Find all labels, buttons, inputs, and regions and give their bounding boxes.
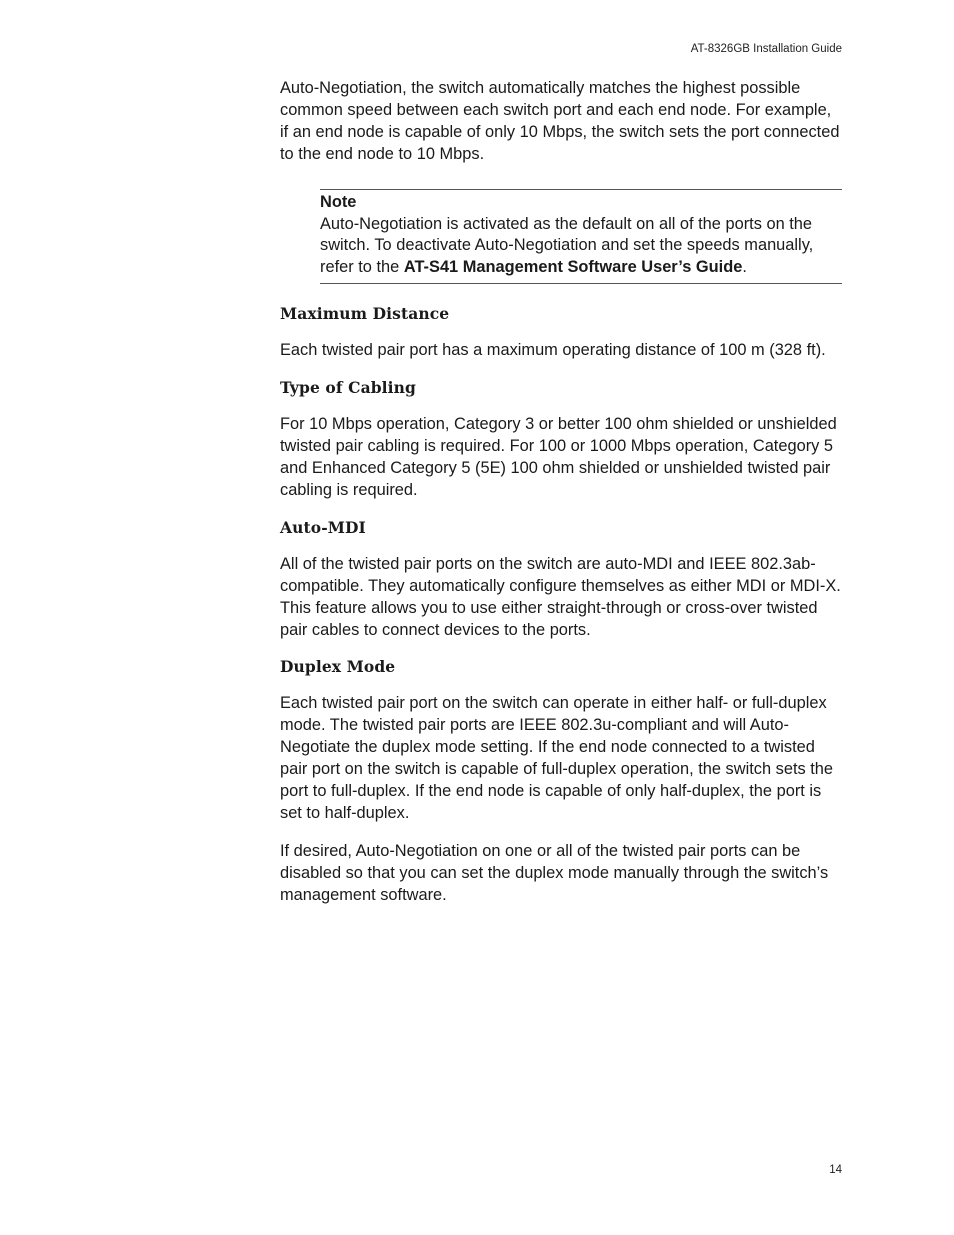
heading-maximum-distance: Maximum Distance — [280, 304, 450, 324]
cabling-paragraph: For 10 Mbps operation, Category 3 or better 100 ohm shielded or unshielded twisted pair cabling is required. For 100 or 1000 Mbps operation, Category 5 and Enhanced Category 5 (5E) 100 ohm shielded or unshielded twisted pair cabling is required. — [280, 415, 837, 499]
note-text: Auto-Negotiation is activated as the default on all of the ports on the switch. To deactivate Auto-Negotiation and set the speeds manually, refer to the — [320, 214, 814, 277]
note-title: Note — [320, 192, 357, 211]
auto-mdi-paragraph: All of the twisted pair ports on the switch are auto-MDI and IEEE 802.3ab-compatible. They automatically configure themselves as either MDI or MDI-X. This feature allows you to use either straight-through or cross-over twisted pair cables to connect devices to the ports. — [280, 554, 841, 639]
document-body — [280, 78, 842, 907]
note-reference-title: AT-S41 Management Software User’s Guide — [403, 258, 743, 277]
duplex-paragraph-2: If desired, Auto-Negotiation on one or all of the twisted pair ports can be disabled so that you can set the duplex mode manually through the switch’s management software. — [280, 841, 829, 904]
heading-type-of-cabling: Type of Cabling — [280, 378, 416, 398]
note-text-end: . — [742, 258, 747, 277]
running-header: AT-8326GB Installation Guide — [690, 43, 842, 55]
note-body — [320, 214, 842, 280]
heading-duplex-mode: Duplex Mode — [280, 657, 396, 677]
page-number: 14 — [829, 1164, 842, 1176]
duplex-paragraph-1: Each twisted pair port on the switch can operate in either half- or full-duplex mode. The twisted pair ports are IEEE 802.3u-compliant and will Auto-Negotiate the duplex mode setting. If the end node connected to a twisted pair port on the switch is capable of full-duplex operation, the switch sets the port to full-duplex. If the end node is capable of only half-duplex, the port is set to half-duplex. — [280, 694, 834, 822]
heading-auto-mdi: Auto-MDI — [280, 517, 366, 537]
intro-paragraph: Auto-Negotiation, the switch automatically matches the highest possible common speed between each switch port and each end node. For example, if an end node is capable of only 10 Mbps, the switch sets the port connected to the end node to 10 Mbps. — [280, 79, 840, 163]
maximum-distance-paragraph: Each twisted pair port has a maximum operating distance of 100 m (328 ft). — [280, 341, 826, 360]
note-box — [320, 189, 842, 285]
